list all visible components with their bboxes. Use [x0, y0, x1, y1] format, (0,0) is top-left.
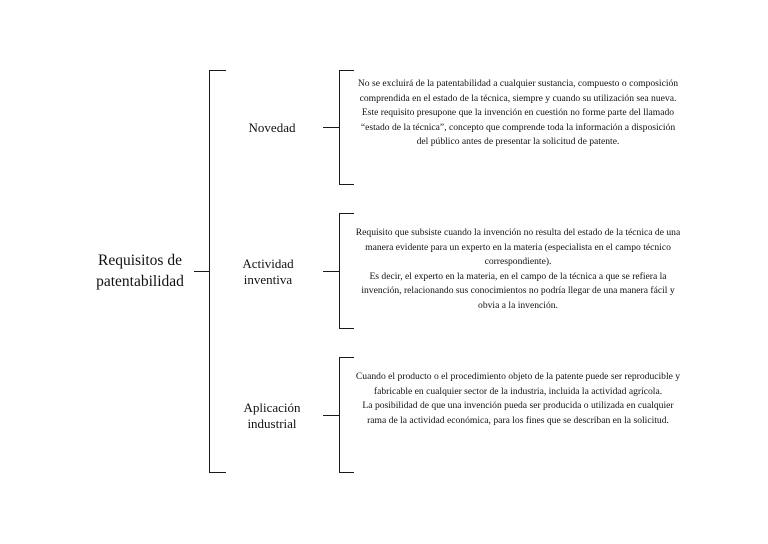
- description-aplicacion-paragraph-1: Cuando el producto o el procedimiento objeto de la patente puede ser reproducible y fabricable en cualquier sector de la industria, incluida la actividad agrícola.: [355, 371, 681, 397]
- description-actividad-inventiva: [354, 226, 682, 314]
- branch-label-novedad: [230, 120, 314, 136]
- description-novedad-paragraph-1: No se excluirá de la patentabilidad a cualquier sustancia, compuesto o composición comprendida en el estado de la técnica, siempre y cuando su utilización sea nueva.: [357, 78, 679, 104]
- root-label-line-2: patentabilidad: [96, 273, 184, 290]
- branch-connector-novedad: [323, 127, 340, 128]
- bracket-novedad-top-tick: [339, 70, 354, 71]
- root-node-label: [86, 250, 194, 292]
- root-connector: [194, 271, 210, 272]
- bracket-aplicacion-spine: [339, 357, 340, 473]
- bracket-aplicacion-top-tick: [339, 357, 354, 358]
- branch-label-aplicacion-industrial: [230, 400, 314, 432]
- root-label-line-1: Requisitos de: [98, 252, 182, 269]
- branch-connector-aplicacion-industrial: [323, 415, 340, 416]
- branch-label-actividad-line-1: Actividad: [242, 256, 294, 271]
- main-bracket-bottom-tick: [209, 472, 226, 473]
- branch-connector-actividad-inventiva: [323, 271, 340, 272]
- branch-label-actividad-inventiva: [226, 256, 310, 288]
- main-bracket-top-tick: [209, 70, 226, 71]
- description-actividad-paragraph-2: Es decir, el experto en la materia, en el campo de la técnica a que se refiera la invención, relacionando sus conocimientos no podría llegar de una manera fácil y obvia a la invención.: [361, 270, 675, 311]
- description-aplicacion-industrial: [354, 370, 682, 428]
- bracket-actividad-top-tick: [339, 213, 354, 214]
- bracket-aplicacion-bottom-tick: [339, 472, 354, 473]
- branch-label-novedad-line: Novedad: [248, 120, 296, 135]
- branch-label-aplicacion-line-2: industrial: [247, 416, 297, 431]
- description-novedad-paragraph-2: Este requisito presupone que la invención en cuestión no forme parte del llamado “estado de la técnica”, concepto que comprende toda la información a disposición del público antes de presentar la solicitud de patente.: [360, 107, 676, 148]
- branch-label-actividad-line-2: inventiva: [243, 272, 293, 287]
- bracket-actividad-bottom-tick: [339, 328, 354, 329]
- description-actividad-paragraph-1: Requisito que subsiste cuando la invención no resulta del estado de la técnica de una manera evidente para un experto en la materia (especialista en el campo técnico correspondiente).: [355, 227, 681, 268]
- description-novedad: [354, 77, 682, 150]
- description-aplicacion-paragraph-2: La posibilidad de que una invención pueda ser producida o utilizada en cualquier rama de la actividad económica, para los fines que se describan en la solicitud.: [362, 400, 674, 426]
- branch-label-aplicacion-line-1: Aplicación: [243, 400, 301, 415]
- bracket-actividad-spine: [339, 213, 340, 329]
- main-bracket-spine: [209, 70, 210, 473]
- bracket-novedad-spine: [339, 70, 340, 185]
- bracket-novedad-bottom-tick: [339, 184, 354, 185]
